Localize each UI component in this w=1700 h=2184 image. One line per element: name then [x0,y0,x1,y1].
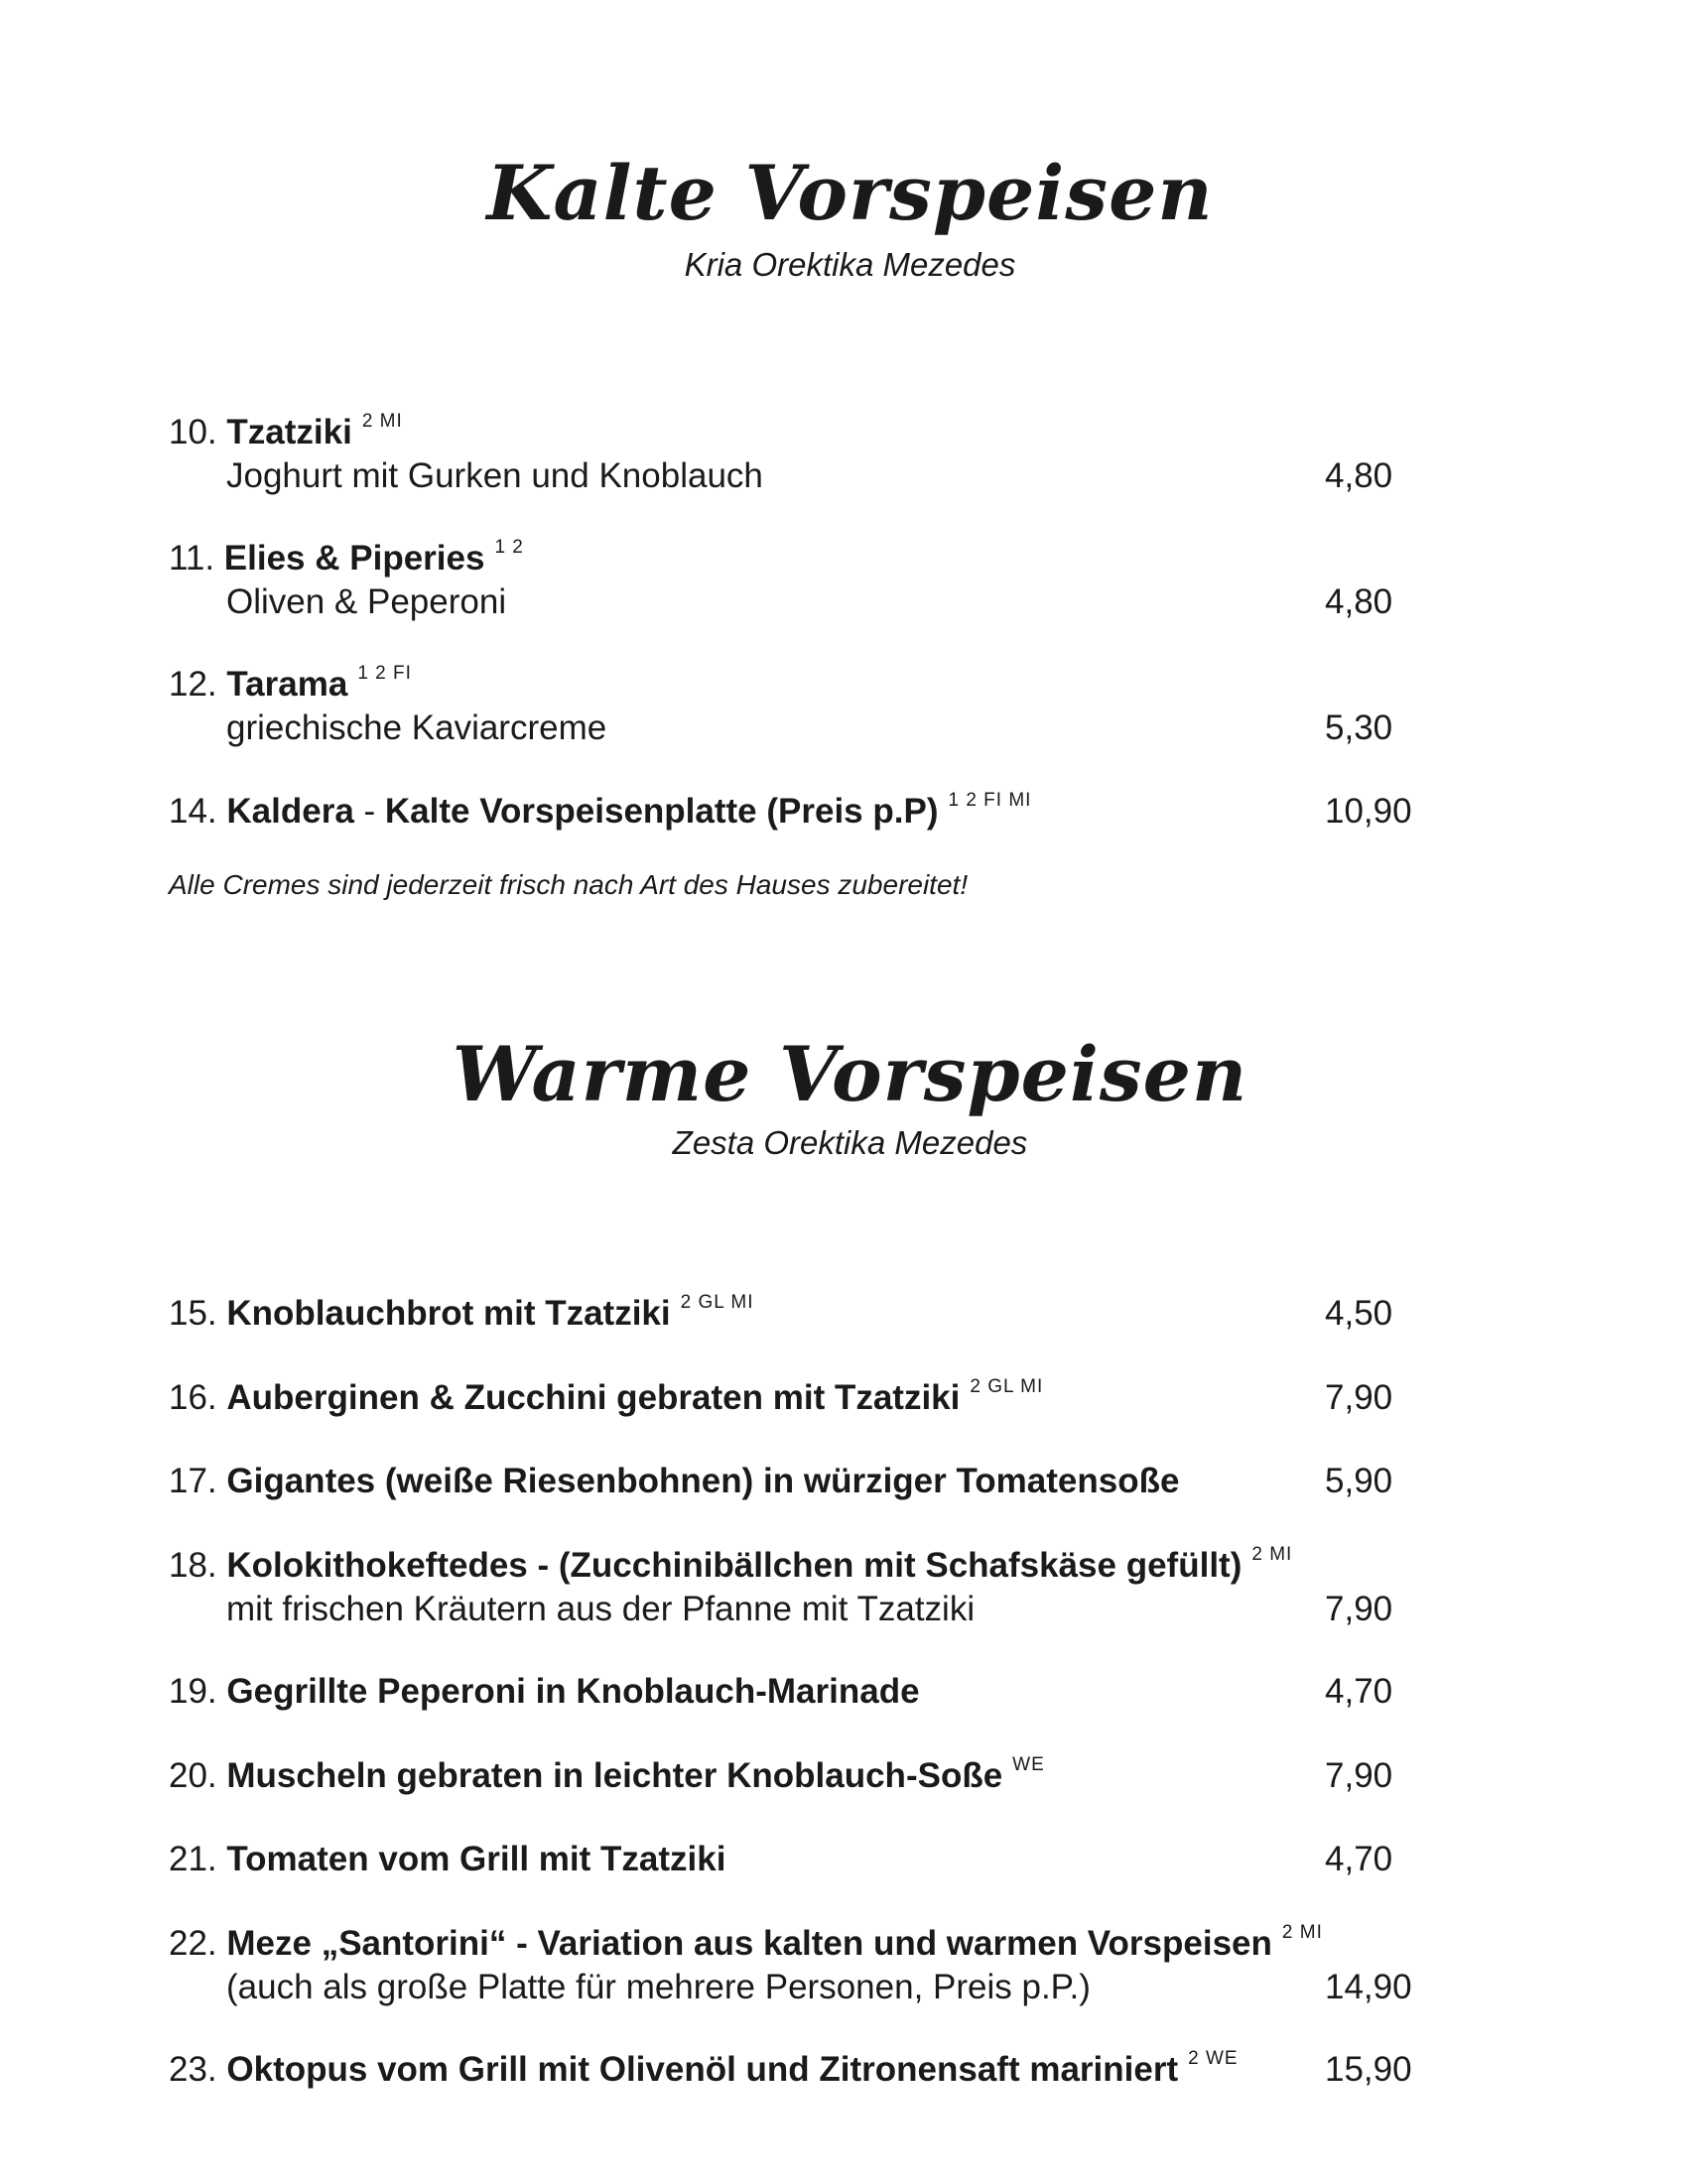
section-subtitle-cold: Kria Orektika Mezedes [684,246,1016,283]
item-allergens: 2 MI [1251,1544,1293,1565]
item-description: griechische Kaviarcreme [226,708,607,747]
item-description: Joghurt mit Gurken und Knoblauch [226,456,763,495]
item-allergens: 2 GL MI [680,1292,754,1313]
item-name-detail: Kalte Vorspeisenplatte (Preis p.P) [384,792,939,831]
section-title-cold: Kalte Vorspeisen [486,149,1214,237]
menu-item [169,1754,1459,1798]
item-number: 20. [169,1756,217,1795]
item-number: 14. [169,792,217,831]
item-number: 10. [169,413,217,451]
item-price: 4,80 [1325,582,1393,621]
item-allergens: 2 MI [361,411,403,432]
item-number: 17. [169,1462,217,1500]
menu-item [169,1460,1459,1503]
item-name: Meze „Santorini“ - Variation aus kalten und warmen Vorspeisen [226,1924,1272,1963]
item-allergens: 2 MI [1281,1922,1323,1943]
item-name: Auberginen & Zucchini gebraten mit Tzatziki [226,1378,961,1417]
menu-item [169,537,1459,624]
item-price: 7,90 [1325,1756,1393,1795]
item-separator: - [353,792,385,831]
menu-item [169,411,1459,498]
menu-item [169,1376,1459,1420]
item-name: Muscheln gebraten in leichter Knoblauch-Soße [226,1756,1003,1795]
section-subtitle-warm: Zesta Orektika Mezedes [672,1124,1028,1161]
item-price: 10,90 [1325,792,1412,831]
item-name: Kolokithokeftedes - (Zucchinibällchen mit Schafskäse gefüllt) [226,1546,1242,1585]
item-allergens: 1 2 FI MI [948,790,1032,811]
menu-item [169,1292,1459,1336]
item-price: 7,90 [1325,1378,1393,1417]
item-number: 19. [169,1672,217,1711]
item-price: 5,90 [1325,1462,1393,1500]
section-title-warm: Warme Vorspeisen [452,1030,1248,1118]
menu-item [169,1838,1459,1881]
item-name: Elies & Piperies [223,539,485,578]
item-allergens: 2 GL MI [970,1376,1044,1397]
item-name: Kaldera [226,792,354,831]
item-allergens: 2 WE [1188,2048,1239,2069]
item-name: Tarama [226,665,348,704]
menu-item [169,1922,1459,2009]
item-price: 7,90 [1325,1590,1393,1628]
menu-item [169,790,1459,834]
cold-starters-note: Alle Cremes sind jederzeit frisch nach Art des Hauses zubereitet! [169,869,969,900]
item-number: 23. [169,2050,217,2089]
item-number: 22. [169,1924,217,1963]
item-price: 5,30 [1325,708,1393,747]
item-name: Gegrillte Peperoni in Knoblauch-Marinade [226,1672,920,1711]
item-description: Oliven & Peperoni [226,582,507,621]
item-number: 18. [169,1546,217,1585]
item-name: Tzatziki [226,413,352,451]
item-name: Knoblauchbrot mit Tzatziki [226,1294,671,1333]
item-number: 12. [169,665,217,704]
menu-item [169,2048,1459,2092]
menu-item [169,663,1459,750]
item-description: mit frischen Kräutern aus der Pfanne mit Tzatziki [226,1590,976,1628]
item-price: 4,50 [1325,1294,1393,1333]
item-number: 15. [169,1294,217,1333]
menu-item [169,1670,1459,1714]
menu-item [169,1544,1459,1631]
item-price: 14,90 [1325,1968,1412,2006]
item-price: 4,80 [1325,456,1393,495]
item-price: 15,90 [1325,2050,1412,2089]
item-number: 16. [169,1378,217,1417]
item-allergens: 1 2 [494,537,524,558]
item-number: 21. [169,1840,217,1878]
item-price: 4,70 [1325,1672,1393,1711]
item-name: Gigantes (weiße Riesenbohnen) in würziger Tomatensoße [226,1462,1180,1500]
item-name: Tomaten vom Grill mit Tzatziki [226,1840,726,1878]
item-allergens: WE [1012,1754,1045,1775]
item-price: 4,70 [1325,1840,1393,1878]
item-number: 11. [169,539,215,578]
item-description: (auch als große Platte für mehrere Personen, Preis p.P.) [226,1968,1091,2006]
item-allergens: 1 2 FI [357,663,412,684]
item-name: Oktopus vom Grill mit Olivenöl und Zitronensaft mariniert [226,2050,1179,2089]
